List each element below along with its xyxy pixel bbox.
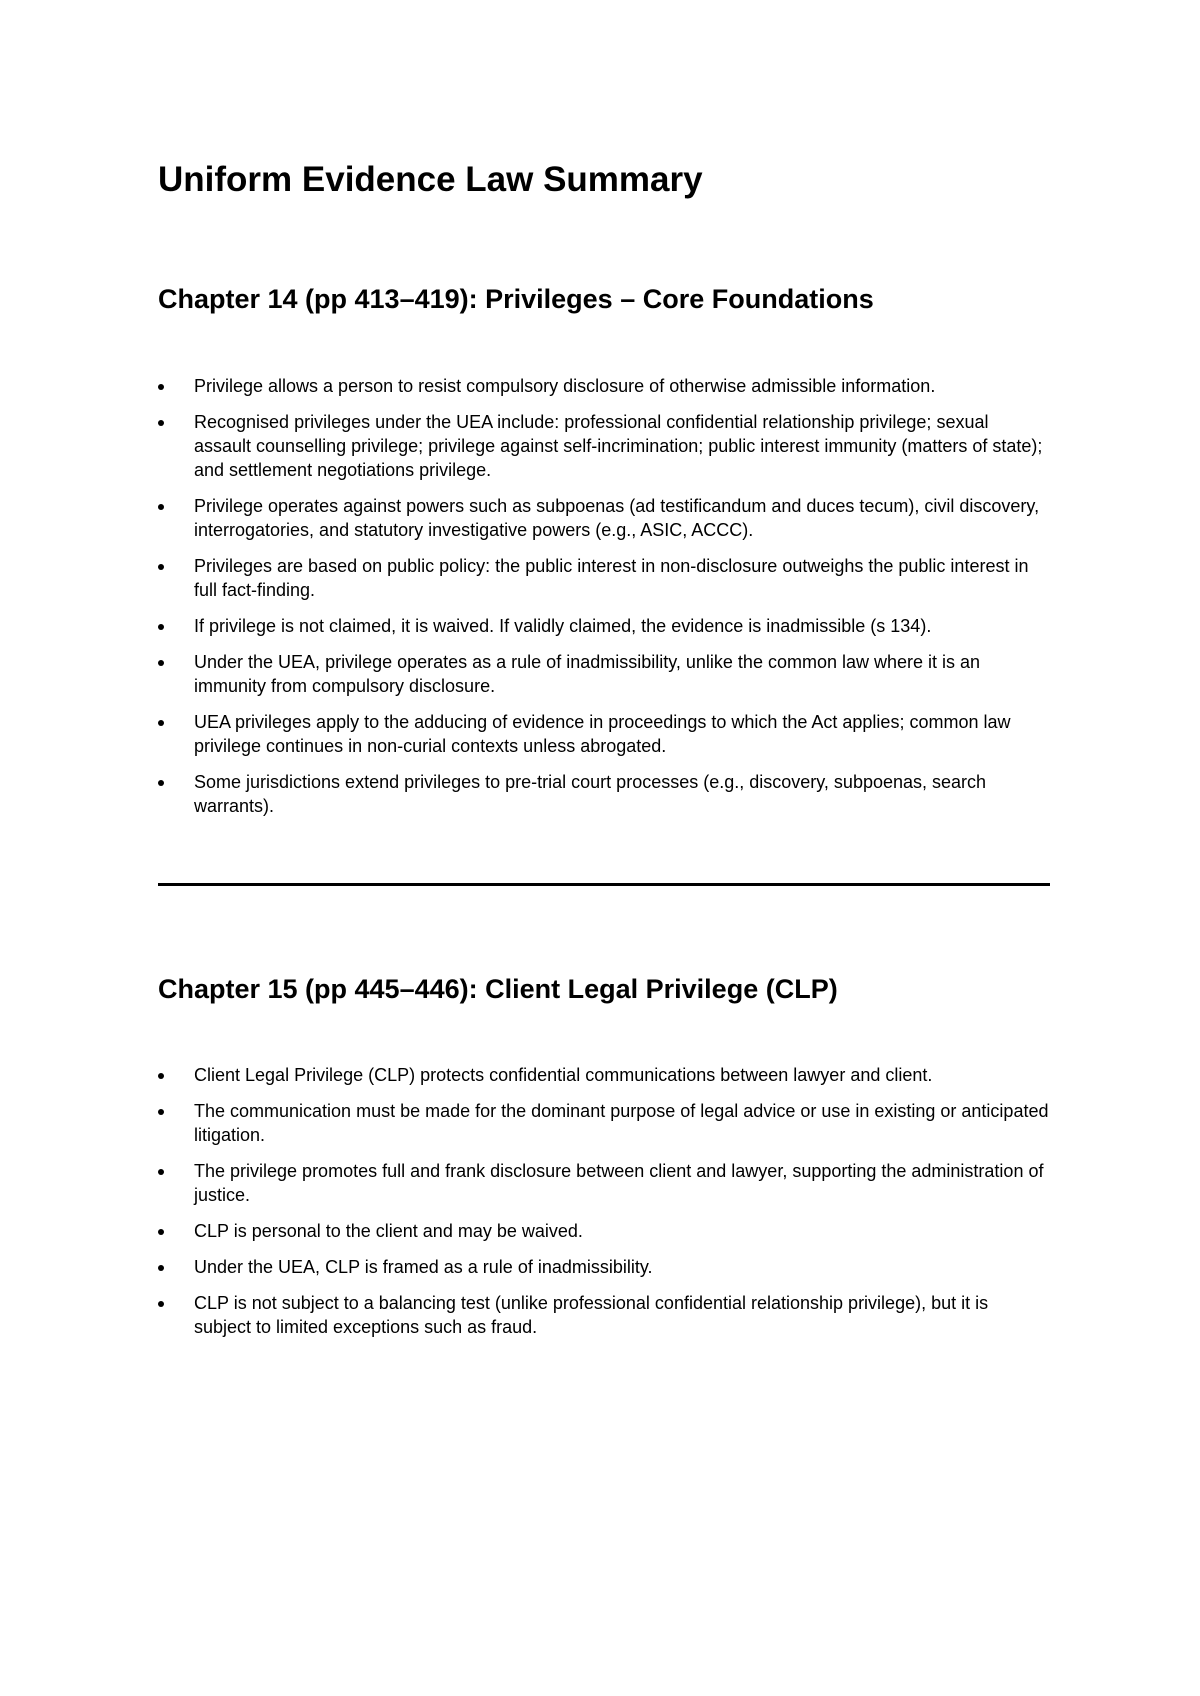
list-item — [158, 1099, 1050, 1147]
list-item — [158, 770, 1050, 818]
bullet-icon — [158, 1229, 164, 1235]
bullet-icon — [158, 564, 164, 570]
bullet-text: Under the UEA, CLP is framed as a rule of inadmissibility. — [194, 1257, 653, 1277]
bullet-icon — [158, 1169, 164, 1175]
bullet-text: Privileges are based on public policy: the public interest in non-disclosure outweighs the public interest in full fact-finding. — [194, 556, 1029, 600]
bullet-text: Recognised privileges under the UEA include: professional confidential relationship privilege; sexual assault counselling privilege; privilege against self-incrimination; public interest immunity (matters of state); and settlement negotiations privilege. — [194, 412, 1043, 480]
bullet-icon — [158, 624, 164, 630]
bullet-text: CLP is not subject to a balancing test (unlike professional confidential relationship privilege), but it is subject to limited exceptions such as fraud. — [194, 1293, 989, 1337]
list-item — [158, 650, 1050, 698]
bullet-text: The privilege promotes full and frank disclosure between client and lawyer, supporting the administration of justice. — [194, 1161, 1044, 1205]
bullet-text: CLP is personal to the client and may be waived. — [194, 1221, 583, 1241]
section-heading-chapter-14: Chapter 14 (pp 413–419): Privileges – Core Foundations — [158, 284, 874, 314]
bullet-icon — [158, 1073, 164, 1079]
bullet-icon — [158, 660, 164, 666]
list-item — [158, 1063, 1050, 1087]
bullet-text: Privilege allows a person to resist compulsory disclosure of otherwise admissible information. — [194, 376, 936, 396]
bullet-icon — [158, 780, 164, 786]
list-item — [158, 554, 1050, 602]
bullet-icon — [158, 720, 164, 726]
list-item — [158, 710, 1050, 758]
bullet-icon — [158, 1265, 164, 1271]
list-item — [158, 1291, 1050, 1339]
list-item — [158, 614, 1050, 638]
list-item — [158, 1159, 1050, 1207]
bullet-icon — [158, 384, 164, 390]
chapter-14-bullet-list — [158, 374, 1050, 830]
list-item — [158, 410, 1050, 482]
bullet-icon — [158, 1109, 164, 1115]
bullet-text: Some jurisdictions extend privileges to pre-trial court processes (e.g., discovery, subpoenas, search warrants). — [194, 772, 987, 816]
bullet-text: Under the UEA, privilege operates as a rule of inadmissibility, unlike the common law where it is an immunity from compulsory disclosure. — [194, 652, 981, 696]
bullet-text: Client Legal Privilege (CLP) protects confidential communications between lawyer and client. — [194, 1065, 933, 1085]
bullet-icon — [158, 504, 164, 510]
list-item — [158, 1219, 1050, 1243]
list-item — [158, 1255, 1050, 1279]
bullet-icon — [158, 420, 164, 426]
chapter-15-bullet-list — [158, 1063, 1050, 1351]
list-item — [158, 374, 1050, 398]
bullet-icon — [158, 1301, 164, 1307]
document-title: Uniform Evidence Law Summary — [158, 160, 703, 199]
bullet-text: Privilege operates against powers such as subpoenas (ad testificandum and duces tecum), civil discovery, interrogatories, and statutory investigative powers (e.g., ASIC, ACCC). — [194, 496, 1040, 540]
section-divider — [158, 883, 1050, 886]
section-heading-chapter-15: Chapter 15 (pp 445–446): Client Legal Privilege (CLP) — [158, 974, 838, 1004]
bullet-text: If privilege is not claimed, it is waived. If validly claimed, the evidence is inadmissible (s 134). — [194, 616, 932, 636]
list-item — [158, 494, 1050, 542]
bullet-text: UEA privileges apply to the adducing of evidence in proceedings to which the Act applies; common law privilege continues in non-curial contexts unless abrogated. — [194, 712, 1011, 756]
bullet-text: The communication must be made for the dominant purpose of legal advice or use in existing or anticipated litigation. — [194, 1101, 1049, 1145]
